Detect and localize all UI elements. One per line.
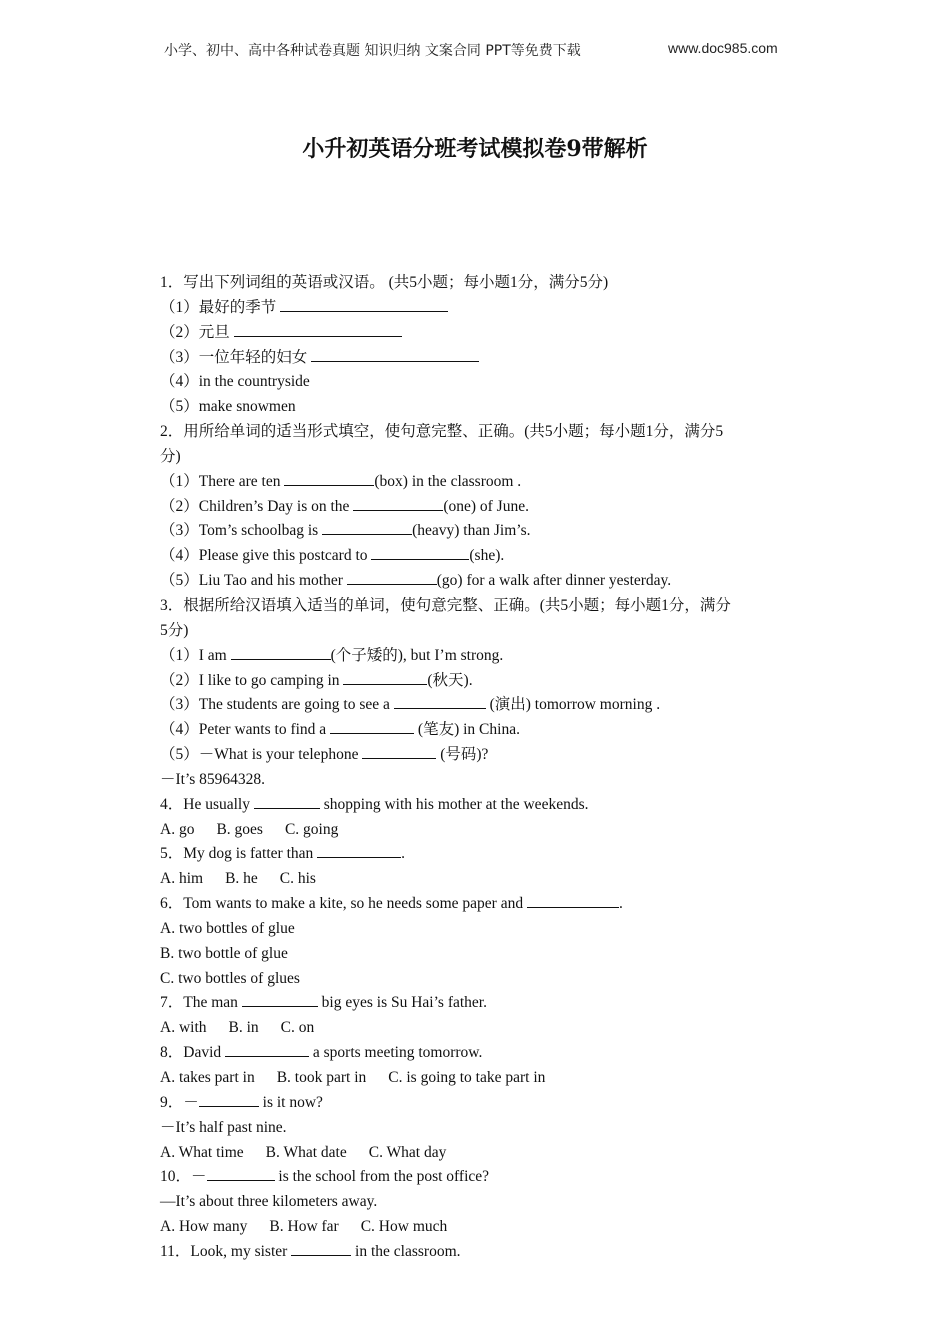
q4-options	[160, 818, 792, 843]
q2-item-2-hint: (one) of June.	[443, 497, 529, 515]
q3-item-2-hint: (秋天).	[427, 671, 473, 689]
q11-stem-text: 11．Look, my sister	[160, 1242, 292, 1260]
q1-item-1	[160, 296, 792, 321]
header-tagline: 小学、初中、高中各种试卷真题 知识归纳 文案合同 PPT等免费下载	[164, 43, 581, 59]
q3-item-2-blank[interactable]	[343, 670, 427, 685]
q2-item-1-hint: (box) in the classroom .	[374, 472, 522, 490]
q4-option-a[interactable]: A. go	[160, 820, 195, 838]
q8-stem-text: 8．David	[160, 1044, 226, 1062]
q4-option-b[interactable]: B. goes	[216, 820, 263, 838]
q7-option-b[interactable]: B. in	[228, 1019, 259, 1037]
q10-blank[interactable]	[207, 1166, 275, 1181]
q3-item-4	[160, 718, 792, 743]
page-title: 小升初英语分班考试模拟卷9带解析	[302, 136, 648, 162]
q6-stem-rest: .	[618, 895, 623, 913]
q3-item-1-blank[interactable]	[231, 645, 331, 660]
q7-blank[interactable]	[242, 992, 318, 1007]
q6-stem-text: 6．Tom wants to make a kite, so he needs some paper and	[160, 895, 527, 913]
q4-stem-text: 4．He usually	[160, 795, 254, 813]
page-header	[164, 40, 804, 62]
exam-content	[160, 271, 792, 1265]
q10-options	[160, 1215, 792, 1240]
q11-blank[interactable]	[291, 1241, 351, 1256]
q3-item-1-text: （1）I am	[160, 646, 231, 664]
q8-stem	[160, 1041, 792, 1066]
q6-option-a[interactable]: A. two bottles of glue	[160, 919, 295, 937]
q10-option-a[interactable]: A. How many	[160, 1218, 248, 1236]
q7-option-a[interactable]: A. with	[160, 1019, 207, 1037]
q2-item-2	[160, 495, 792, 520]
q2-item-3-text: （3）Tom’s schoolbag is	[160, 522, 323, 540]
q4-stem-rest: shopping with his mother at the weekends.	[319, 795, 589, 813]
q2-item-5-hint: (go) for a walk after dinner yesterday.	[436, 572, 672, 590]
q9-stem-rest: is it now?	[258, 1093, 323, 1111]
q9-option-a[interactable]: A. What time	[160, 1143, 244, 1161]
q6-blank[interactable]	[527, 893, 619, 908]
q1-item-3	[160, 346, 792, 371]
q9-stem	[160, 1091, 792, 1116]
q5-stem-rest: .	[401, 845, 406, 863]
q4-blank[interactable]	[254, 794, 320, 809]
q8-option-b[interactable]: B. took part in	[276, 1069, 367, 1086]
q3-item-2-text: （2）I like to go camping in	[160, 671, 344, 689]
q1-stem: 1．写出下列词组的英语或汉语。 (共5小题；每小题1分，满分5分)	[160, 274, 609, 291]
q7-option-c[interactable]: C. on	[280, 1019, 315, 1037]
q8-options	[160, 1066, 792, 1091]
q3-item-5-text: （5）－What is your telephone	[160, 746, 363, 764]
q7-stem-rest: big eyes is Su Hai’s father.	[317, 994, 487, 1012]
q3-item-3	[160, 693, 792, 718]
q3-item-5-reply: －It’s 85964328.	[160, 770, 266, 788]
q10-stem-rest: is the school from the post office?	[274, 1168, 490, 1186]
q2-item-3	[160, 519, 792, 544]
q9-stem-text: 9．－	[160, 1093, 199, 1111]
q5-option-b[interactable]: B. he	[225, 870, 258, 888]
q2-item-4-blank[interactable]	[371, 545, 469, 560]
q9-option-c[interactable]: C. What day	[368, 1143, 447, 1161]
q3-item-3-blank[interactable]	[394, 694, 486, 709]
q2-item-1	[160, 470, 792, 495]
q2-item-4-hint: (she).	[469, 547, 505, 565]
q2-item-2-text: （2）Children’s Day is on the	[160, 497, 354, 515]
q5-stem-text: 5．My dog is fatter than	[160, 845, 318, 863]
q6-option-c[interactable]: C. two bottles of glues	[160, 969, 300, 987]
q5-stem	[160, 842, 792, 867]
q3-item-4-blank[interactable]	[330, 719, 414, 734]
q1-item-2	[160, 321, 792, 346]
q1-item-3-blank[interactable]	[311, 347, 479, 362]
header-website-link[interactable]: www.doc985.com	[668, 40, 778, 56]
q8-stem-rest: a sports meeting tomorrow.	[309, 1044, 483, 1062]
q1-item-1-blank[interactable]	[280, 297, 448, 312]
q3-item-4-text: （4）Peter wants to find a	[160, 721, 331, 739]
q4-option-c[interactable]: C. going	[284, 820, 339, 838]
q2-item-4-text: （4）Please give this postcard to	[160, 547, 372, 565]
q2-stem: 2．用所给单词的适当形式填空，使句意完整、正确。(共5小题；每小题1分，满分5	[160, 423, 724, 441]
q2-item-1-text: （1）There are ten	[160, 472, 285, 490]
q9-reply: －It’s half past nine.	[160, 1118, 287, 1136]
q8-blank[interactable]	[225, 1042, 309, 1057]
q5-options	[160, 867, 792, 892]
q10-stem	[160, 1165, 792, 1190]
q3-item-4-hint: (笔友) in China.	[414, 721, 520, 739]
q7-stem	[160, 991, 792, 1016]
q9-options	[160, 1141, 792, 1166]
q8-option-c[interactable]: C. is going to take part in	[388, 1069, 546, 1086]
q5-blank[interactable]	[317, 843, 401, 858]
q1-item-4: （4）in the countryside	[160, 373, 310, 391]
q10-stem-text: 10．－	[160, 1168, 207, 1186]
q1-item-3-text: （3）一位年轻的妇女	[160, 348, 312, 366]
q3-item-5-hint: (号码)?	[436, 746, 489, 764]
q2-stem-cont: 分)	[160, 447, 181, 465]
q2-item-5-text: （5）Liu Tao and his mother	[160, 572, 347, 590]
q3-stem: 3．根据所给汉语填入适当的单词，使句意完整、正确。(共5小题；每小题1分，满分	[160, 596, 731, 614]
q9-blank[interactable]	[199, 1092, 259, 1107]
q1-item-2-text: （2）元旦	[160, 323, 234, 341]
q3-item-3-text: （3）The students are going to see a	[160, 696, 394, 714]
q10-reply: —It’s about three kilometers away.	[160, 1193, 378, 1211]
q11-stem	[160, 1240, 792, 1265]
q10-option-c[interactable]: C. How much	[360, 1218, 448, 1236]
q2-item-1-blank[interactable]	[284, 471, 374, 486]
q7-stem-text: 7．The man	[160, 994, 242, 1012]
q6-option-b[interactable]: B. two bottle of glue	[160, 944, 288, 962]
q3-item-5	[160, 743, 792, 768]
q2-item-5	[160, 569, 792, 594]
q2-item-5-blank[interactable]	[347, 570, 437, 585]
q9-option-b[interactable]: B. What date	[265, 1143, 347, 1161]
q3-item-2	[160, 669, 792, 694]
q3-item-5-blank[interactable]	[362, 744, 436, 759]
q3-item-1-hint: (个子矮的), but I’m strong.	[330, 646, 504, 664]
q4-stem	[160, 793, 792, 818]
q1-item-1-text: （1）最好的季节	[160, 298, 281, 316]
q2-item-3-hint: (heavy) than Jim’s.	[412, 522, 531, 540]
q10-option-b[interactable]: B. How far	[269, 1218, 339, 1236]
q3-item-1	[160, 644, 792, 669]
q2-item-4	[160, 544, 792, 569]
q3-stem-cont: 5分)	[160, 621, 189, 639]
q7-options	[160, 1016, 792, 1041]
q5-option-a[interactable]: A. him	[160, 870, 204, 888]
q8-option-a[interactable]: A. takes part in	[160, 1069, 255, 1086]
q2-item-2-blank[interactable]	[353, 496, 443, 511]
q2-item-3-blank[interactable]	[322, 520, 412, 535]
q1-item-2-blank[interactable]	[234, 322, 402, 337]
q3-item-3-hint: (演出) tomorrow morning .	[485, 696, 661, 714]
q6-stem	[160, 892, 792, 917]
q11-stem-rest: in the classroom.	[351, 1242, 461, 1260]
q1-item-5: （5）make snowmen	[160, 398, 296, 416]
q5-option-c[interactable]: C. his	[279, 870, 316, 888]
